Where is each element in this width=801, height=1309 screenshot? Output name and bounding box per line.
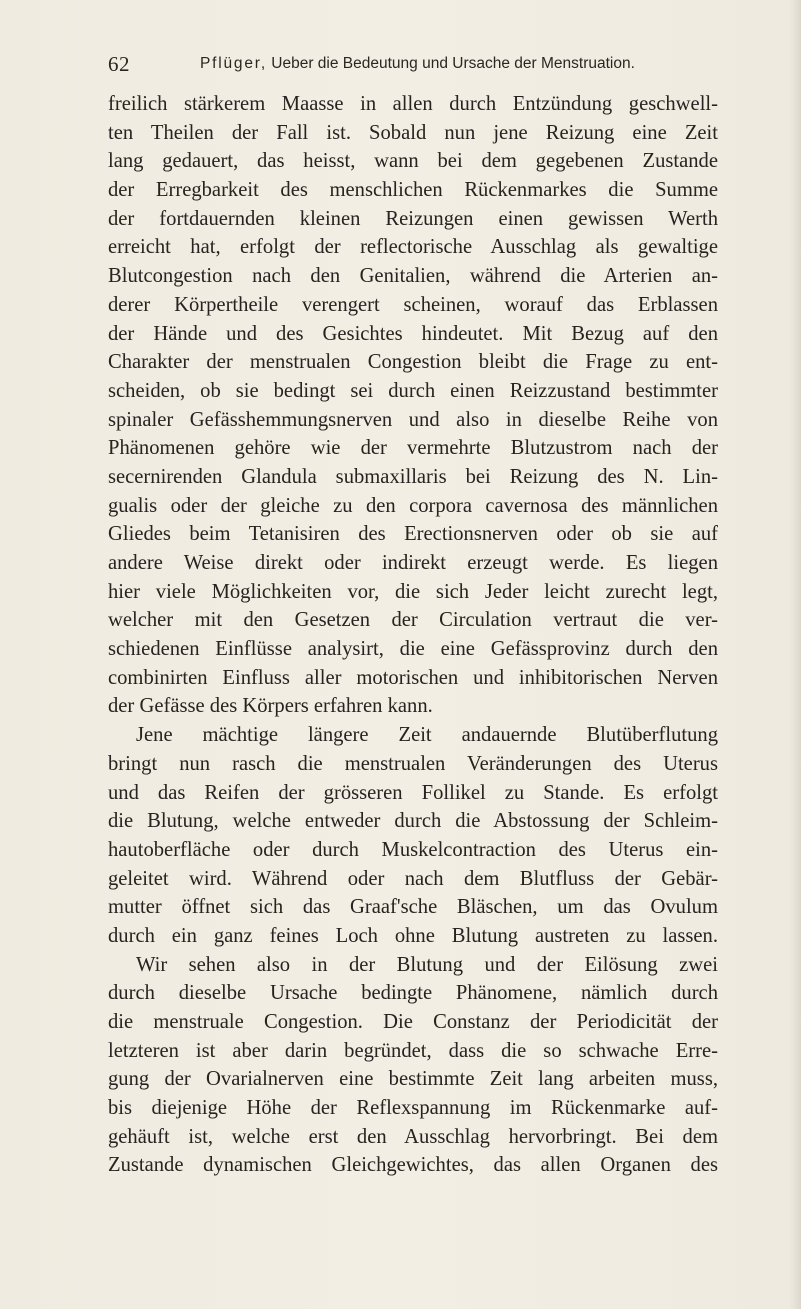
text-line: combinirten Einfluss aller motorischen und inhibitorischen Nerven — [108, 666, 718, 689]
text-line: die menstruale Congestion. Die Constanz der Periodicität der — [108, 1011, 718, 1033]
paragraph-start-line: Jene mächtige längere Zeit andauernde Blutüberflutung — [136, 724, 718, 747]
text-line: geleitet wird. Während oder nach dem Blutfluss der Gebär- — [108, 867, 718, 890]
text-line: Zustande dynamischen Gleichgewichtes, das allen Organen des — [108, 1154, 718, 1177]
text-line: ten Theilen der Fall ist. Sobald nun jene Reizung eine Zeit — [108, 121, 718, 144]
page-edge-shadow — [789, 0, 801, 1309]
text-line: und das Reifen der grösseren Follikel zu Stande. Es erfolgt — [108, 781, 718, 804]
text-line: bringt nun rasch die menstrualen Veränderungen des Uterus — [108, 752, 718, 775]
running-head-author: Pflüger, — [200, 55, 267, 72]
text-line: freilich stärkerem Maasse in allen durch Entzündung geschwell- — [108, 93, 718, 115]
text-line: andere Weise direkt oder indirekt erzeugt werde. Es liegen — [108, 552, 718, 574]
paragraph-start-line: Wir sehen also in der Blutung und der Eilösung zwei — [136, 953, 718, 976]
page-number: 62 — [108, 52, 130, 76]
text-line: scheiden, ob sie bedingt sei durch einen Reizzustand bestimmter — [108, 379, 718, 402]
text-line: welcher mit den Gesetzen der Circulation vertraut die ver- — [108, 609, 718, 632]
text-line: secernirenden Glandula submaxillaris bei Reizung des N. Lin- — [108, 465, 718, 488]
text-line: lang gedauert, das heisst, wann bei dem gegebenen Zustande — [108, 150, 718, 173]
text-line: Charakter der menstrualen Congestion bleibt die Frage zu ent- — [108, 351, 718, 374]
text-line: hautoberfläche oder durch Muskelcontraction des Uterus ein- — [108, 838, 718, 861]
text-line: Phänomenen gehöre wie der vermehrte Blutzustrom nach der — [108, 437, 718, 460]
text-line: mutter öffnet sich das Graaf'sche Bläschen, um das Ovulum — [108, 896, 718, 919]
text-line: der fortdauernden kleinen Reizungen einen gewissen Werth — [108, 207, 718, 230]
text-line: durch dieselbe Ursache bedingte Phänomene, nämlich durch — [108, 982, 718, 1005]
text-line: gehäuft ist, welche erst den Ausschlag hervorbringt. Bei dem — [108, 1125, 718, 1148]
body-text — [108, 90, 718, 1180]
text-line: die Blutung, welche entweder durch die Abstossung der Schleim- — [108, 810, 718, 833]
text-line: derer Körpertheile verengert scheinen, worauf das Erblassen — [108, 293, 718, 316]
text-line: durch ein ganz feines Loch ohne Blutung austreten zu lassen. — [108, 924, 718, 947]
text-line: erreicht hat, erfolgt der reflectorische Ausschlag als gewaltige — [108, 236, 718, 259]
text-line: schiedenen Einflüsse analysirt, die eine Gefässprovinz durch den — [108, 638, 718, 661]
text-line: hier viele Möglichkeiten vor, die sich Jeder leicht zurecht legt, — [108, 580, 718, 603]
text-line: bis diejenige Höhe der Reflexspannung im Rückenmarke auf- — [108, 1097, 718, 1120]
text-line: der Hände und des Gesichtes hindeutet. Mit Bezug auf den — [108, 322, 718, 345]
running-head — [200, 55, 635, 73]
text-line: letzteren ist aber darin begründet, dass die so schwache Erre- — [108, 1039, 718, 1062]
text-line: spinaler Gefässhemmungsnerven und also in dieselbe Reihe von — [108, 408, 718, 431]
page-header — [108, 52, 718, 82]
text-line: gualis oder der gleiche zu den corpora cavernosa des männlichen — [108, 494, 718, 517]
text-line: Blutcongestion nach den Genitalien, während die Arterien an- — [108, 265, 718, 288]
text-line: der Erregbarkeit des menschlichen Rückenmarkes die Summe — [108, 179, 718, 202]
paragraph-end-line: der Gefässe des Körpers erfahren kann. — [108, 695, 433, 718]
text-line: Gliedes beim Tetanisiren des Erectionsnerven oder ob sie auf — [108, 523, 718, 546]
text-line: gung der Ovarialnerven eine bestimmte Zeit lang arbeiten muss, — [108, 1068, 718, 1091]
running-head-title: Ueber die Bedeutung und Ursache der Menstruation. — [271, 55, 635, 72]
